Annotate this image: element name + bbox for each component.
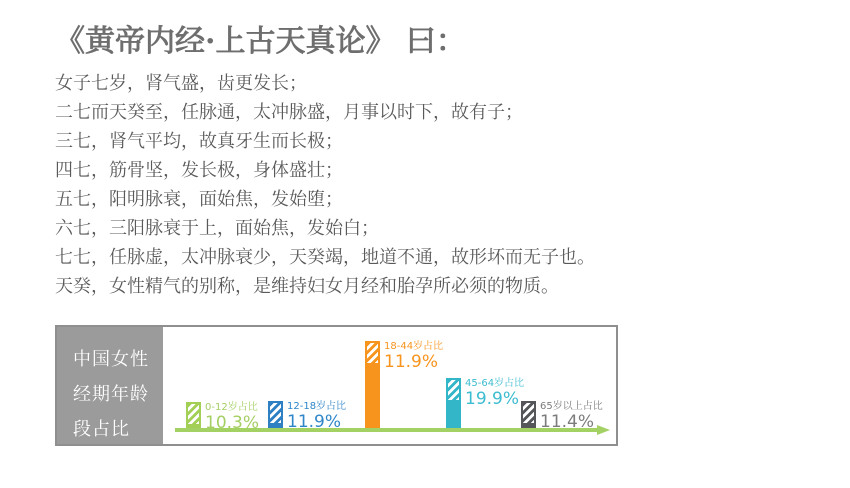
scripture-line: 五七，阳明脉衰，面始焦，发始堕；	[55, 189, 343, 210]
chart-bar	[268, 401, 283, 428]
chart-title-line: 段占比	[73, 419, 130, 440]
chart-title-line: 经期年龄	[73, 384, 149, 405]
bar-category-label: 18-44岁占比	[384, 341, 444, 352]
age-distribution-chart	[55, 325, 618, 446]
chart-title-panel	[57, 327, 163, 444]
chart-bar	[365, 341, 380, 428]
scripture-line: 七七，任脉虚，太冲脉衰少，天癸竭，地道不通，故形坏而无子也。	[55, 247, 595, 268]
bar-value-label: 19.9%	[465, 389, 520, 409]
page-title: 《黄帝内经·上古天真论》 曰：	[55, 24, 466, 59]
scripture-line: 三七，肾气平均，故真牙生而长极；	[55, 131, 343, 152]
bar-label	[540, 401, 603, 431]
bar-hatch-pattern	[367, 343, 378, 363]
chart-bar	[186, 402, 201, 428]
bar-hatch-pattern	[188, 404, 199, 424]
chart-title-line: 中国女性	[73, 349, 149, 370]
scripture-line: 二七而天癸至，任脉通，太冲脉盛，月事以时下，故有子；	[55, 102, 523, 123]
scripture-line: 四七，筋骨坚，发长极，身体盛壮；	[55, 160, 343, 181]
bar-value-label: 11.4%	[540, 412, 595, 432]
chart-bar	[521, 401, 536, 428]
bar-hatch-pattern	[270, 403, 281, 423]
bar-value-label: 11.9%	[287, 412, 342, 432]
scripture-text-block	[55, 69, 595, 301]
chart-plot	[163, 327, 616, 444]
chart-bar	[446, 378, 461, 428]
bar-category-label: 45-64岁占比	[465, 378, 525, 389]
bar-label	[287, 401, 346, 431]
scripture-line: 女子七岁，肾气盛，齿更发长；	[55, 73, 307, 94]
bar-label	[205, 402, 259, 432]
bar-category-label: 12-18岁占比	[287, 401, 347, 412]
bar-category-label: 65岁以上占比	[540, 401, 603, 412]
bar-hatch-pattern	[448, 380, 459, 400]
scripture-line: 六七，三阳脉衰于上，面始焦，发始白；	[55, 218, 379, 239]
bar-label	[384, 341, 443, 371]
bar-hatch-pattern	[523, 403, 534, 423]
bar-label	[465, 378, 524, 408]
bar-category-label: 0-12岁占比	[205, 402, 258, 413]
bar-value-label: 11.9%	[384, 352, 439, 372]
scripture-line: 天癸，女性精气的别称，是维持妇女月经和胎孕所必须的物质。	[55, 276, 559, 297]
bar-value-label: 10.3%	[205, 413, 260, 433]
